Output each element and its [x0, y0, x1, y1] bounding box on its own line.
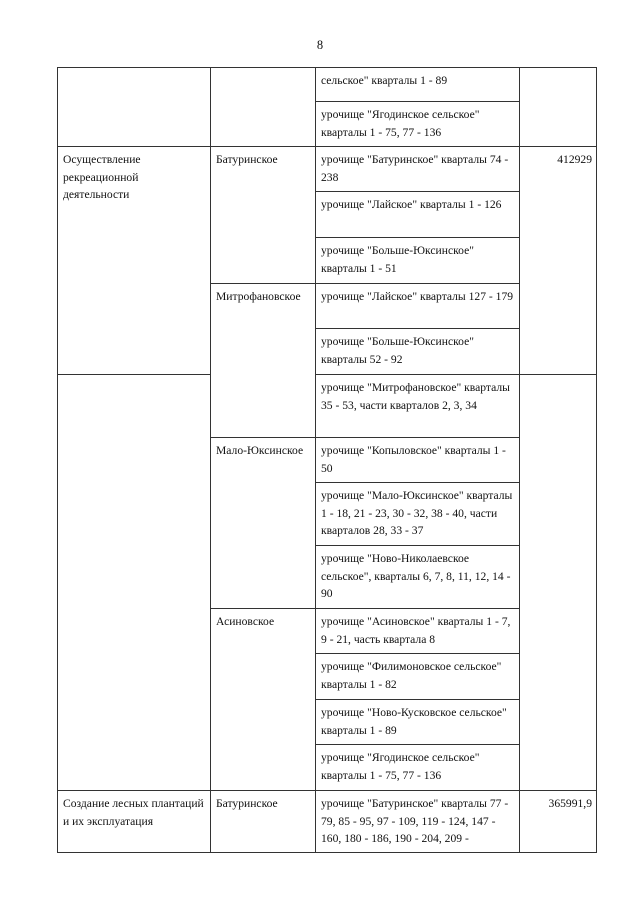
activity-cell: [58, 68, 211, 147]
forestry-cell: Митрофановское: [211, 284, 316, 438]
forestry-cell: Асиновское: [211, 609, 316, 791]
tract-cell: урочище "Батуринское" кварталы 77 - 79, 85 - 95, 97 - 109, 119 - 124, 147 - 160, 180 - 186, 190 - 204, 209 -: [316, 791, 520, 853]
area-cell: [520, 375, 597, 791]
tract-cell: урочище "Батуринское" кварталы 74 - 238: [316, 147, 520, 192]
activity-cell: Создание лесных плантаций и их эксплуатация: [58, 791, 211, 853]
tract-cell: урочище "Больше-Юксинское" кварталы 1 - 51: [316, 238, 520, 284]
tract-cell: урочище "Лайское" кварталы 1 - 126: [316, 192, 520, 238]
area-cell: [520, 68, 597, 147]
activity-cell: [58, 375, 211, 791]
tract-cell: урочище "Ново-Кусковское сельское" кварталы 1 - 89: [316, 700, 520, 745]
area-cell: 365991,9: [520, 791, 597, 853]
tract-cell: урочище "Ягодинское сельское" кварталы 1 - 75, 77 - 136: [316, 745, 520, 791]
tract-cell: урочище "Больше-Юксинское" кварталы 52 - 92: [316, 329, 520, 375]
forestry-cell: Мало-Юксинское: [211, 438, 316, 609]
forestry-cell: Батуринское: [211, 791, 316, 853]
tract-cell: сельское" кварталы 1 - 89: [316, 68, 520, 102]
tract-cell: урочище "Лайское" кварталы 127 - 179: [316, 284, 520, 329]
tract-cell: урочище "Ягодинское сельское" кварталы 1 - 75, 77 - 136: [316, 102, 520, 147]
activity-cell: Осуществление рекреационной деятельности: [58, 147, 211, 375]
tract-cell: урочище "Митрофановское" кварталы 35 - 53, части кварталов 2, 3, 34: [316, 375, 520, 438]
area-cell: 412929: [520, 147, 597, 375]
tract-cell: урочище "Филимоновское сельское" кварталы 1 - 82: [316, 654, 520, 700]
tract-cell: урочище "Копыловское" кварталы 1 - 50: [316, 438, 520, 483]
forestry-cell: Батуринское: [211, 147, 316, 284]
tract-cell: урочище "Ново-Николаевское сельское", кварталы 6, 7, 8, 11, 12, 14 - 90: [316, 546, 520, 609]
tract-cell: урочище "Мало-Юксинское" кварталы 1 - 18, 21 - 23, 30 - 32, 38 - 40, части кварталов 28, 33 - 37: [316, 483, 520, 546]
page-number: 8: [316, 38, 324, 52]
forestry-cell: [211, 68, 316, 147]
forestry-table: [57, 67, 597, 853]
tract-cell: урочище "Асиновское" кварталы 1 - 7, 9 - 21, часть квартала 8: [316, 609, 520, 654]
